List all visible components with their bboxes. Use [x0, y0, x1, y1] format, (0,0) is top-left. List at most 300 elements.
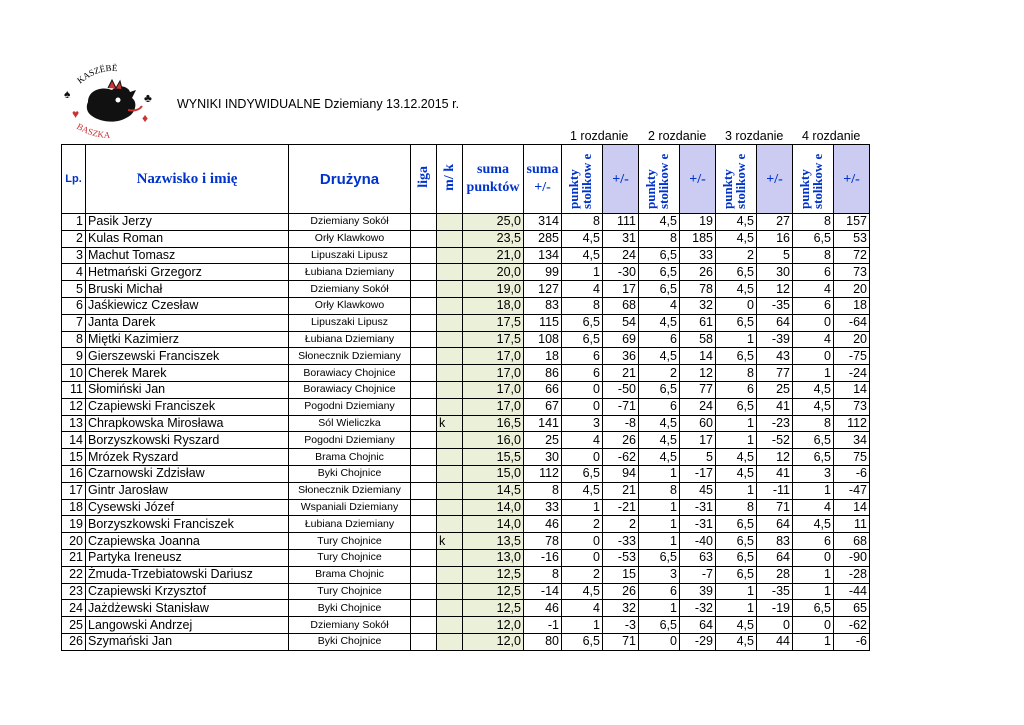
row-mk: [437, 381, 463, 398]
row-r1-points: 8: [562, 214, 603, 231]
row-r3-pm: 77: [757, 365, 793, 382]
row-mk: [437, 583, 463, 600]
header-lp: Lp.: [62, 145, 86, 214]
row-name: Gierszewski Franciszek: [86, 348, 289, 365]
club-logo: [58, 62, 158, 146]
row-r3-pm: 25: [757, 381, 793, 398]
row-lp: 12: [62, 398, 86, 415]
row-team: Łubiana Dziemiany: [289, 331, 411, 348]
row-r2-pm: 58: [680, 331, 716, 348]
row-name: Słomiński Jan: [86, 381, 289, 398]
row-r4-points: 0: [793, 314, 834, 331]
row-r1-pm: 68: [603, 297, 639, 314]
row-lp: 10: [62, 365, 86, 382]
row-liga: [411, 566, 437, 583]
row-team: Sól Wieliczka: [289, 415, 411, 432]
row-name: Partyka Ireneusz: [86, 549, 289, 566]
row-r4-points: 8: [793, 415, 834, 432]
row-r1-points: 8: [562, 297, 603, 314]
row-r3-pm: 64: [757, 549, 793, 566]
row-r4-points: 1: [793, 365, 834, 382]
row-team: Lipuszaki Lipusz: [289, 314, 411, 331]
table-row: [62, 432, 870, 449]
row-suma-punktow: 15,0: [463, 465, 524, 482]
row-r1-points: 1: [562, 617, 603, 634]
row-lp: 8: [62, 331, 86, 348]
row-r2-points: 4,5: [639, 432, 680, 449]
row-r1-pm: 21: [603, 482, 639, 499]
row-mk: [437, 432, 463, 449]
row-r2-pm: -17: [680, 465, 716, 482]
row-r4-points: 6: [793, 297, 834, 314]
row-liga: [411, 398, 437, 415]
row-lp: 4: [62, 264, 86, 281]
row-r3-pm: -39: [757, 331, 793, 348]
row-suma-punktow: 20,0: [463, 264, 524, 281]
page-title: WYNIKI INDYWIDUALNE Dziemiany 13.12.2015 r.: [177, 97, 460, 111]
row-suma-pm: 99: [524, 264, 562, 281]
row-r1-points: 6: [562, 365, 603, 382]
row-r2-points: 6: [639, 331, 680, 348]
row-r2-points: 4,5: [639, 415, 680, 432]
row-r4-points: 4: [793, 499, 834, 516]
row-r1-points: 4,5: [562, 583, 603, 600]
row-r1-pm: -53: [603, 549, 639, 566]
row-liga: [411, 533, 437, 550]
row-team: Byki Chojnice: [289, 633, 411, 650]
round-4-label: 4 rozdanie: [802, 129, 861, 143]
row-r2-pm: 33: [680, 247, 716, 264]
row-team: Dziemiany Sokół: [289, 214, 411, 231]
row-r4-points: 1: [793, 583, 834, 600]
row-r1-points: 4: [562, 600, 603, 617]
row-r2-points: 8: [639, 482, 680, 499]
row-r2-points: 1: [639, 499, 680, 516]
row-team: Brama Chojnic: [289, 449, 411, 466]
table-row: [62, 314, 870, 331]
row-mk: k: [437, 533, 463, 550]
row-team: Borawiacy Chojnice: [289, 365, 411, 382]
header-r2-points: punkty stolikow e: [639, 145, 680, 214]
row-r1-pm: 71: [603, 633, 639, 650]
row-r4-points: 1: [793, 633, 834, 650]
row-r1-points: 4: [562, 281, 603, 298]
row-name: Borzyszkowski Franciszek: [86, 516, 289, 533]
row-r2-pm: 19: [680, 214, 716, 231]
row-r4-pm: -6: [834, 633, 870, 650]
row-r3-points: 6,5: [716, 549, 757, 566]
row-mk: [437, 331, 463, 348]
row-r2-points: 0: [639, 633, 680, 650]
row-r4-pm: -75: [834, 348, 870, 365]
row-suma-pm: 66: [524, 381, 562, 398]
row-lp: 18: [62, 499, 86, 516]
row-lp: 19: [62, 516, 86, 533]
header-r4-pm: +/-: [834, 145, 870, 214]
row-suma-punktow: 17,0: [463, 365, 524, 382]
row-r3-pm: 71: [757, 499, 793, 516]
row-suma-punktow: 14,0: [463, 499, 524, 516]
row-liga: [411, 297, 437, 314]
row-mk: [437, 281, 463, 298]
table-row: [62, 482, 870, 499]
row-r3-pm: 12: [757, 449, 793, 466]
row-r2-pm: 185: [680, 230, 716, 247]
row-r1-pm: 26: [603, 432, 639, 449]
svg-text:♦: ♦: [142, 111, 149, 125]
row-r2-pm: 17: [680, 432, 716, 449]
row-r3-points: 4,5: [716, 281, 757, 298]
row-team: Brama Chojnic: [289, 566, 411, 583]
row-mk: [437, 617, 463, 634]
row-mk: [437, 264, 463, 281]
row-r4-points: 6: [793, 533, 834, 550]
row-mk: [437, 549, 463, 566]
row-r1-pm: -30: [603, 264, 639, 281]
row-r3-pm: 44: [757, 633, 793, 650]
row-r4-points: 4,5: [793, 398, 834, 415]
row-suma-pm: 18: [524, 348, 562, 365]
row-r2-pm: -29: [680, 633, 716, 650]
header-r2-pm: +/-: [680, 145, 716, 214]
row-mk: [437, 314, 463, 331]
row-r2-points: 6: [639, 398, 680, 415]
row-r1-points: 6,5: [562, 331, 603, 348]
header-r4-points: punkty stolikow e: [793, 145, 834, 214]
row-r2-pm: 64: [680, 617, 716, 634]
row-r1-points: 3: [562, 415, 603, 432]
row-team: Tury Chojnice: [289, 533, 411, 550]
row-liga: [411, 449, 437, 466]
row-r4-pm: -90: [834, 549, 870, 566]
row-r1-pm: 32: [603, 600, 639, 617]
row-r3-points: 6,5: [716, 348, 757, 365]
row-r3-pm: 27: [757, 214, 793, 231]
row-name: Gintr Jarosław: [86, 482, 289, 499]
row-r1-pm: 94: [603, 465, 639, 482]
row-r3-points: 6,5: [716, 264, 757, 281]
row-r3-points: 1: [716, 331, 757, 348]
row-r3-points: 1: [716, 583, 757, 600]
row-suma-pm: 8: [524, 482, 562, 499]
table-row: [62, 297, 870, 314]
row-r4-points: 0: [793, 549, 834, 566]
row-suma-pm: 86: [524, 365, 562, 382]
row-team: Lipuszaki Lipusz: [289, 247, 411, 264]
row-name: Szymański Jan: [86, 633, 289, 650]
row-r3-points: 4,5: [716, 230, 757, 247]
row-mk: [437, 516, 463, 533]
row-r4-pm: 65: [834, 600, 870, 617]
row-r1-points: 0: [562, 449, 603, 466]
table-row: [62, 533, 870, 550]
row-r3-pm: -52: [757, 432, 793, 449]
row-r4-pm: -6: [834, 465, 870, 482]
row-r3-points: 4,5: [716, 617, 757, 634]
row-suma-pm: 83: [524, 297, 562, 314]
row-r2-pm: 12: [680, 365, 716, 382]
row-name: Jażdżewski Stanisław: [86, 600, 289, 617]
results-table: [61, 144, 870, 651]
row-suma-punktow: 16,5: [463, 415, 524, 432]
row-r2-points: 6,5: [639, 617, 680, 634]
row-suma-punktow: 17,5: [463, 314, 524, 331]
row-r3-pm: 5: [757, 247, 793, 264]
row-r2-points: 6: [639, 583, 680, 600]
row-suma-punktow: 13,0: [463, 549, 524, 566]
svg-text:♣: ♣: [144, 91, 152, 105]
row-mk: [437, 600, 463, 617]
row-r3-pm: 41: [757, 465, 793, 482]
row-r1-points: 4,5: [562, 482, 603, 499]
row-lp: 26: [62, 633, 86, 650]
row-r2-pm: 5: [680, 449, 716, 466]
row-r3-points: 8: [716, 499, 757, 516]
row-team: Pogodni Dziemiany: [289, 398, 411, 415]
row-r3-points: 2: [716, 247, 757, 264]
row-suma-pm: 127: [524, 281, 562, 298]
row-r2-points: 8: [639, 230, 680, 247]
row-team: Słonecznik Dziemiany: [289, 482, 411, 499]
row-mk: [437, 348, 463, 365]
row-r1-points: 2: [562, 566, 603, 583]
row-suma-punktow: 13,5: [463, 533, 524, 550]
row-liga: [411, 331, 437, 348]
row-suma-pm: -16: [524, 549, 562, 566]
row-name: Czarnowski Zdzisław: [86, 465, 289, 482]
row-suma-punktow: 14,0: [463, 516, 524, 533]
row-suma-pm: 30: [524, 449, 562, 466]
row-r4-pm: 112: [834, 415, 870, 432]
round-3-label: 3 rozdanie: [725, 129, 784, 143]
row-lp: 9: [62, 348, 86, 365]
table-row: [62, 415, 870, 432]
header-team: Drużyna: [289, 145, 411, 214]
row-liga: [411, 415, 437, 432]
row-r1-pm: 31: [603, 230, 639, 247]
row-mk: [437, 449, 463, 466]
row-lp: 22: [62, 566, 86, 583]
table-row: [62, 617, 870, 634]
row-suma-punktow: 15,5: [463, 449, 524, 466]
header-suma-pm: suma +/-: [524, 145, 562, 214]
row-suma-punktow: 23,5: [463, 230, 524, 247]
table-row: [62, 516, 870, 533]
row-mk: [437, 465, 463, 482]
row-r3-points: 6,5: [716, 516, 757, 533]
row-liga: [411, 264, 437, 281]
row-r2-points: 1: [639, 465, 680, 482]
row-team: Pogodni Dziemiany: [289, 432, 411, 449]
row-name: Machut Tomasz: [86, 247, 289, 264]
row-r1-points: 4,5: [562, 230, 603, 247]
row-r4-pm: 34: [834, 432, 870, 449]
row-liga: [411, 348, 437, 365]
row-r4-points: 1: [793, 482, 834, 499]
row-r4-pm: 18: [834, 297, 870, 314]
row-r4-pm: 11: [834, 516, 870, 533]
row-r4-pm: 75: [834, 449, 870, 466]
row-lp: 21: [62, 549, 86, 566]
svg-text:BASZKA: [75, 121, 111, 140]
row-r1-pm: -21: [603, 499, 639, 516]
row-lp: 20: [62, 533, 86, 550]
row-liga: [411, 381, 437, 398]
row-r2-pm: -31: [680, 499, 716, 516]
row-r2-points: 4,5: [639, 449, 680, 466]
row-r2-points: 6,5: [639, 281, 680, 298]
row-suma-punktow: 18,0: [463, 297, 524, 314]
row-r2-pm: 78: [680, 281, 716, 298]
row-r4-points: 6,5: [793, 432, 834, 449]
row-r1-points: 0: [562, 398, 603, 415]
row-mk: [437, 214, 463, 231]
header-r1-pm: +/-: [603, 145, 639, 214]
row-r4-pm: 68: [834, 533, 870, 550]
row-r3-points: 6,5: [716, 566, 757, 583]
row-team: Tury Chojnice: [289, 583, 411, 600]
row-r1-pm: 26: [603, 583, 639, 600]
row-r2-points: 6,5: [639, 247, 680, 264]
row-r1-pm: -71: [603, 398, 639, 415]
row-r1-points: 6,5: [562, 314, 603, 331]
row-r4-pm: -64: [834, 314, 870, 331]
row-team: Tury Chojnice: [289, 549, 411, 566]
row-r2-pm: 63: [680, 549, 716, 566]
table-row: [62, 549, 870, 566]
row-suma-pm: 108: [524, 331, 562, 348]
row-r3-pm: 0: [757, 617, 793, 634]
row-mk: [437, 499, 463, 516]
row-r3-points: 6,5: [716, 314, 757, 331]
row-lp: 11: [62, 381, 86, 398]
table-row: [62, 449, 870, 466]
row-r1-pm: -62: [603, 449, 639, 466]
row-team: Łubiana Dziemiany: [289, 516, 411, 533]
row-r3-pm: 16: [757, 230, 793, 247]
row-r1-points: 1: [562, 264, 603, 281]
table-row: [62, 465, 870, 482]
row-name: Mrózek Ryszard: [86, 449, 289, 466]
row-name: Czapiewska Joanna: [86, 533, 289, 550]
row-r1-pm: -8: [603, 415, 639, 432]
row-r1-pm: 15: [603, 566, 639, 583]
row-team: Łubiana Dziemiany: [289, 264, 411, 281]
row-team: Orły Klawkowo: [289, 297, 411, 314]
row-lp: 6: [62, 297, 86, 314]
row-r4-points: 0: [793, 617, 834, 634]
table-row: [62, 499, 870, 516]
row-suma-pm: 33: [524, 499, 562, 516]
row-lp: 14: [62, 432, 86, 449]
row-suma-pm: 285: [524, 230, 562, 247]
row-r2-pm: -40: [680, 533, 716, 550]
row-suma-pm: 25: [524, 432, 562, 449]
row-r3-pm: 64: [757, 516, 793, 533]
row-suma-punktow: 17,0: [463, 348, 524, 365]
row-suma-pm: 67: [524, 398, 562, 415]
row-liga: [411, 516, 437, 533]
row-r2-points: 2: [639, 365, 680, 382]
row-team: Byki Chojnice: [289, 600, 411, 617]
row-r1-pm: -50: [603, 381, 639, 398]
row-lp: 17: [62, 482, 86, 499]
row-name: Cysewski Józef: [86, 499, 289, 516]
row-mk: [437, 566, 463, 583]
row-suma-punktow: 17,0: [463, 398, 524, 415]
row-name: Czapiewski Krzysztof: [86, 583, 289, 600]
row-r2-pm: 32: [680, 297, 716, 314]
row-liga: [411, 230, 437, 247]
row-r2-points: 4: [639, 297, 680, 314]
table-row: [62, 633, 870, 650]
row-r3-points: 6: [716, 381, 757, 398]
header-r1-points: punkty stolikow e: [562, 145, 603, 214]
row-r2-pm: 39: [680, 583, 716, 600]
table-row: [62, 264, 870, 281]
row-r3-pm: 43: [757, 348, 793, 365]
header-suma-punktow: suma punktów: [463, 145, 524, 214]
row-r4-points: 3: [793, 465, 834, 482]
row-r1-points: 6,5: [562, 633, 603, 650]
row-r4-points: 6: [793, 264, 834, 281]
logo-bottom-text: BASZKA: [75, 121, 111, 141]
table-row: [62, 247, 870, 264]
row-r3-points: 4,5: [716, 214, 757, 231]
row-r1-points: 6: [562, 348, 603, 365]
row-suma-punktow: 17,0: [463, 381, 524, 398]
row-suma-punktow: 16,0: [463, 432, 524, 449]
row-r2-points: 6,5: [639, 264, 680, 281]
row-name: Żmuda-Trzebiatowski Dariusz: [86, 566, 289, 583]
row-r4-points: 0: [793, 348, 834, 365]
row-team: Wspaniali Dziemiany: [289, 499, 411, 516]
row-r2-points: 4,5: [639, 214, 680, 231]
row-r3-points: 0: [716, 297, 757, 314]
row-mk: [437, 230, 463, 247]
row-liga: [411, 633, 437, 650]
row-r4-points: 8: [793, 214, 834, 231]
row-r1-points: 4: [562, 432, 603, 449]
row-liga: [411, 465, 437, 482]
row-lp: 13: [62, 415, 86, 432]
row-name: Cherek Marek: [86, 365, 289, 382]
row-r1-points: 2: [562, 516, 603, 533]
header-mk: m/ k: [437, 145, 463, 214]
row-r2-pm: 26: [680, 264, 716, 281]
row-suma-pm: 8: [524, 566, 562, 583]
row-team: Orły Klawkowo: [289, 230, 411, 247]
row-r3-pm: -35: [757, 297, 793, 314]
row-r2-pm: -31: [680, 516, 716, 533]
row-r4-pm: -62: [834, 617, 870, 634]
row-r1-points: 4,5: [562, 247, 603, 264]
table-row: [62, 600, 870, 617]
row-r2-pm: 61: [680, 314, 716, 331]
row-r3-points: 6,5: [716, 398, 757, 415]
row-r3-pm: 30: [757, 264, 793, 281]
row-mk: [437, 398, 463, 415]
row-suma-pm: 46: [524, 600, 562, 617]
row-r2-points: 1: [639, 600, 680, 617]
row-mk: [437, 365, 463, 382]
row-suma-punktow: 14,5: [463, 482, 524, 499]
table-row: [62, 566, 870, 583]
round-1-label: 1 rozdanie: [570, 129, 629, 143]
row-liga: [411, 499, 437, 516]
row-r1-pm: 111: [603, 214, 639, 231]
row-lp: 5: [62, 281, 86, 298]
